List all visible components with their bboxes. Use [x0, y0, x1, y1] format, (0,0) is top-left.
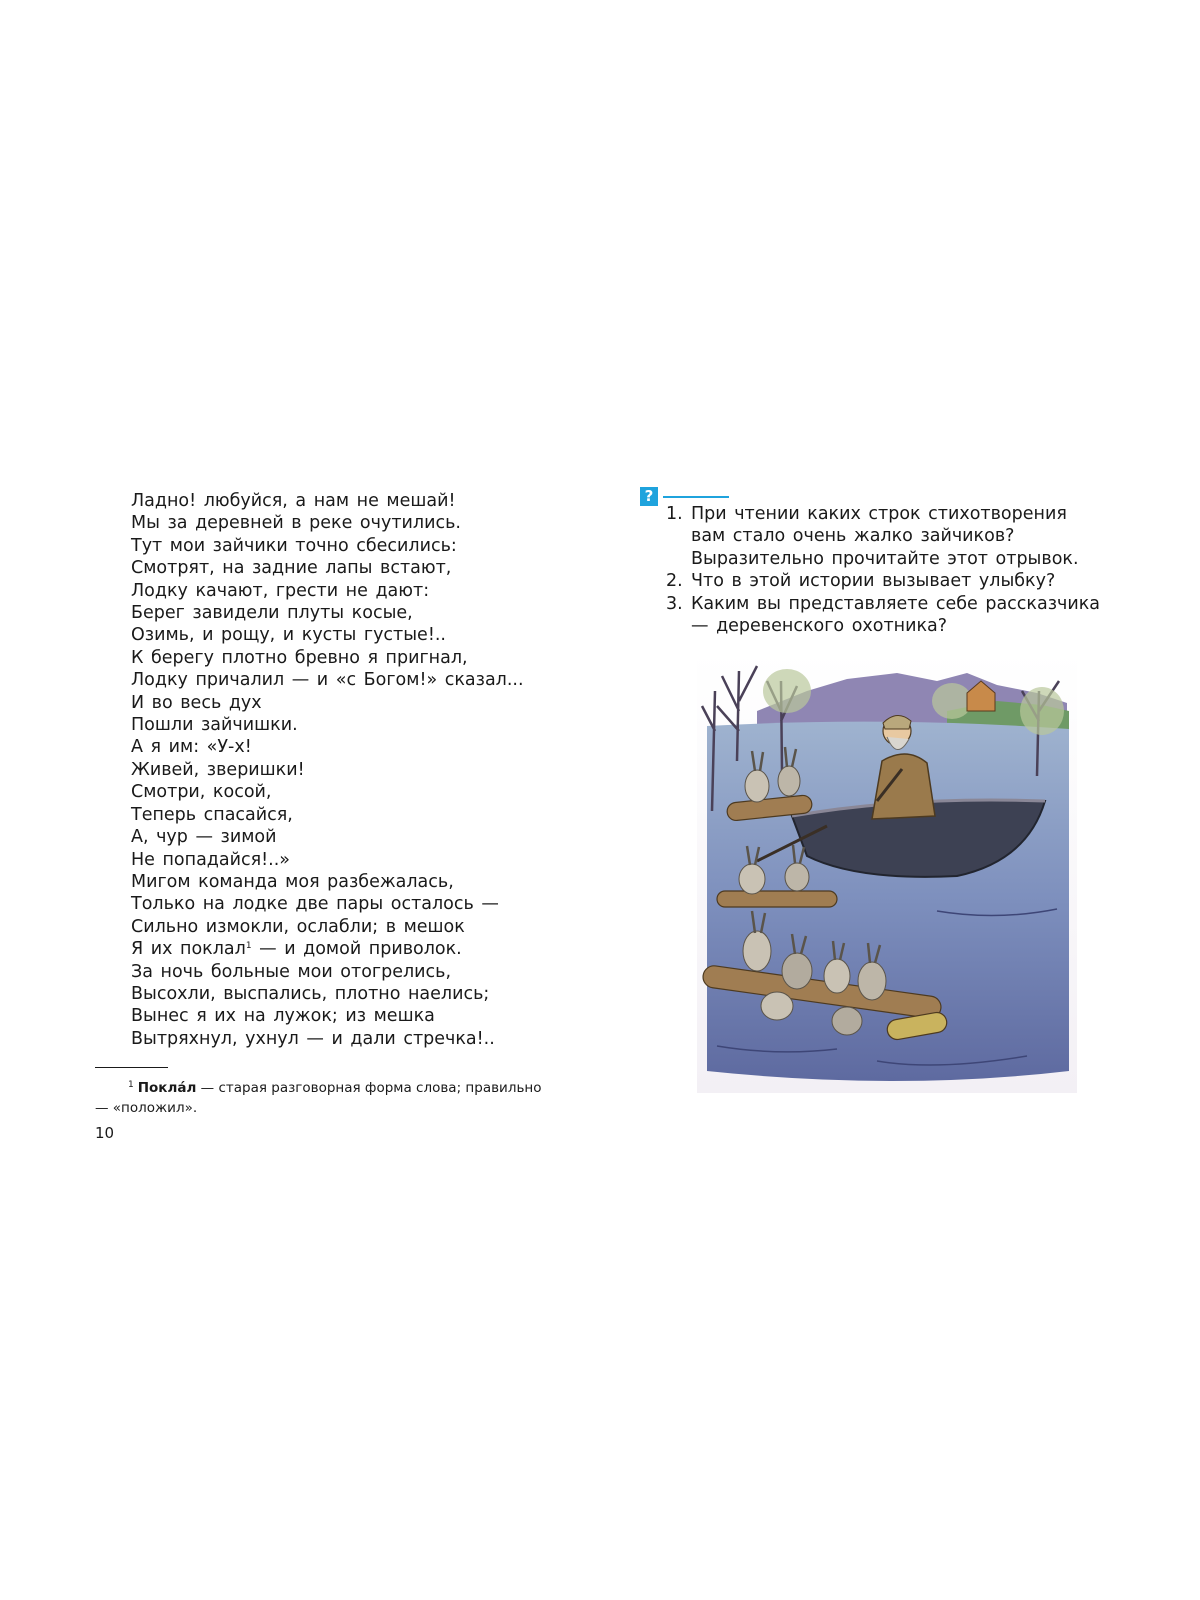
- poem-line: За ночь больные мои отогрелись,: [131, 961, 452, 982]
- poem-line: Берег завидели плуты косые,: [131, 603, 413, 624]
- poem-line: Лодку качают, грести не дают:: [131, 580, 430, 601]
- footnote-reference: 1: [245, 941, 252, 952]
- poem-line: Живей, зверишки!: [131, 759, 305, 780]
- poem-line: Мы за деревней в реке очутились.: [131, 513, 461, 534]
- page-number: 10: [95, 1124, 115, 1142]
- question-mark-icon: ?: [640, 487, 658, 506]
- poem-line: Ладно! любуйся, а нам не мешай!: [131, 491, 456, 511]
- poem-line: Высохли, выспались, плотно наелись;: [131, 983, 490, 1004]
- footnote-term: Покла́л: [137, 1080, 197, 1096]
- poem-line: Вытряхнул, ухнул — и дали стречка!..: [131, 1028, 495, 1049]
- question-text: Каким вы представляете себе рассказчика — деревенского охотника?: [691, 593, 1101, 637]
- question-text: При чтении каких строк стихотворения вам стало очень жалко зайчиков? Выразительно прочитайте этот отрывок.: [691, 504, 1079, 569]
- footnote-divider: [95, 1067, 168, 1068]
- question-number: 3.: [666, 593, 683, 614]
- poem-line-part: — и домой приволок.: [251, 939, 462, 960]
- poem-line: Озимь, и рощу, и кусты густые!..: [131, 625, 446, 646]
- poem-line: Не попадайся!..»: [131, 849, 290, 870]
- poem-line-part: Я их поклал: [131, 939, 246, 960]
- poem-line: Пошли зайчишки.: [131, 715, 298, 736]
- question-text: Что в этой истории вызывает улыбку?: [691, 571, 1056, 592]
- poem-line: А я им: «У-х!: [131, 737, 252, 758]
- poem-line: Тут мои зайчики точно сбесились:: [131, 535, 457, 556]
- footnote-number: 1: [128, 1080, 134, 1090]
- question-item: [666, 570, 1106, 592]
- poem-line: Вынес я их на лужок; из мешка: [131, 1006, 435, 1027]
- poem-text: [131, 490, 551, 1050]
- footnote-text: — старая разговорная форма слова; правильно — «положил».: [95, 1080, 542, 1116]
- footnote: [95, 1075, 547, 1118]
- question-item: [666, 593, 1106, 638]
- poem-line: Лодку причалил — и «с Богом!» сказал...: [131, 670, 524, 691]
- poem-line: Теперь спасайся,: [131, 804, 293, 825]
- poem-line: Только на лодке две пары осталось —: [131, 894, 499, 915]
- poem-line: Смотри, косой,: [131, 782, 272, 803]
- illustration-old-man-boat-hares: [697, 651, 1077, 1093]
- poem-line: Смотрят, на задние лапы встают,: [131, 558, 452, 579]
- poem-line: А, чур — зимой: [131, 827, 277, 848]
- poem-line: Сильно измокли, ослабли; в мешок: [131, 916, 465, 937]
- question-number: 2.: [666, 571, 683, 592]
- question-item: [666, 503, 1106, 570]
- question-number: 1.: [666, 504, 683, 524]
- poem-line: К берегу плотно бревно я пригнал,: [131, 647, 468, 668]
- poem-line-with-footnote: [131, 938, 551, 960]
- questions-list: [666, 503, 1106, 637]
- poem-line: И во весь дух: [131, 692, 262, 713]
- questions-divider: [663, 496, 729, 498]
- poem-line: Мигом команда моя разбежалась,: [131, 871, 454, 892]
